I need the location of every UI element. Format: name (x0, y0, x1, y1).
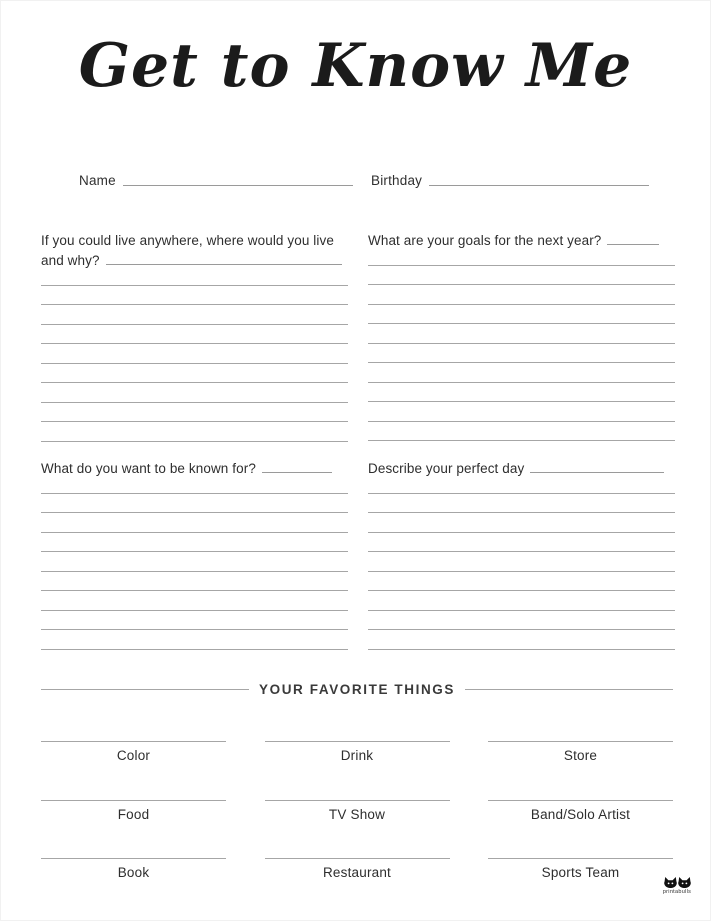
answer-lines (41, 474, 348, 650)
answer-rule-line (41, 422, 348, 442)
answer-rule-line (41, 403, 348, 423)
answer-lines (368, 474, 675, 650)
answer-rule-line (368, 285, 675, 305)
question-block-live-anywhere (41, 231, 348, 442)
favorites-grid (41, 729, 673, 905)
answer-rule-line (41, 494, 348, 514)
favorite-label: TV Show (328, 806, 386, 822)
favorite-label: Food (117, 806, 150, 822)
question-label: What do you want to be known for? (41, 459, 348, 479)
name-label: Name (79, 173, 116, 188)
answer-rule-line (41, 591, 348, 611)
answer-rule-line (41, 611, 348, 631)
favorite-label: Color (116, 748, 151, 763)
favorite-write-line (488, 800, 673, 801)
birthday-label: Birthday (371, 173, 423, 188)
answer-lines (41, 266, 348, 442)
favorites-section-header (41, 682, 673, 697)
name-field (79, 169, 353, 188)
answer-rule-line (368, 344, 675, 364)
answer-rule-line (368, 363, 675, 383)
answer-rule-line (368, 324, 675, 344)
question-block-known-for (41, 459, 348, 650)
answer-rule-line (41, 572, 348, 592)
answer-rule-line (368, 305, 675, 325)
answer-lines (368, 246, 675, 441)
question-block-goals (368, 231, 675, 441)
question-block-perfect-day (368, 459, 675, 650)
answer-rule-line (41, 513, 348, 533)
favorite-write-line (488, 858, 673, 859)
answer-write-line (106, 253, 342, 265)
favorite-write-line (265, 858, 450, 859)
favorite-write-line (265, 741, 450, 742)
favorite-item (265, 788, 450, 847)
name-write-line (123, 185, 353, 186)
answer-rule-line (368, 572, 675, 592)
bulldog-icon (678, 877, 691, 888)
answer-rule-line (41, 383, 348, 403)
answer-rule-line (368, 513, 675, 533)
favorite-item (265, 729, 450, 788)
answer-rule-line (368, 611, 675, 631)
answer-rule-line (368, 533, 675, 553)
answer-rule-line (41, 630, 348, 650)
answer-rule-line (41, 325, 348, 345)
answer-rule-line (368, 422, 675, 442)
printabulls-logo (649, 877, 705, 895)
favorite-write-line (488, 741, 673, 742)
bulldog-icons (664, 877, 691, 888)
favorite-item (41, 846, 226, 905)
favorite-item (41, 729, 226, 788)
header-rule-right (465, 689, 673, 690)
question-label: What are your goals for the next year? (368, 231, 675, 251)
answer-rule-line (368, 383, 675, 403)
favorite-write-line (265, 800, 450, 801)
favorite-label: Book (117, 865, 150, 880)
question-label: If you could live anywhere, where would you live and why? (41, 231, 348, 271)
answer-rule-line (368, 552, 675, 572)
favorite-item (265, 846, 450, 905)
favorite-label: Band/Solo Artist (530, 806, 631, 822)
favorite-write-line (41, 858, 226, 859)
favorite-write-line (41, 741, 226, 742)
question-label: Describe your perfect day (368, 459, 675, 479)
favorite-label: Sports Team (541, 865, 620, 880)
favorite-item (41, 788, 226, 847)
answer-rule-line (368, 266, 675, 286)
logo-text: printabulls (662, 889, 692, 895)
favorite-write-line (41, 800, 226, 801)
answer-rule-line (41, 364, 348, 384)
favorite-label: Store (563, 748, 598, 763)
answer-rule-line (41, 533, 348, 553)
answer-rule-line (368, 630, 675, 650)
favorite-item (488, 729, 673, 788)
header-rule-left (41, 689, 249, 690)
answer-rule-line (41, 344, 348, 364)
bulldog-icon (664, 877, 677, 888)
favorites-heading: YOUR FAVORITE THINGS (259, 682, 456, 697)
answer-rule-line (368, 402, 675, 422)
answer-rule-line (41, 286, 348, 306)
page-title: Get to Know Me (78, 31, 633, 101)
favorite-label: Drink (340, 748, 374, 763)
answer-rule-line (41, 552, 348, 572)
favorite-item (488, 788, 673, 847)
answer-write-line (262, 461, 332, 473)
birthday-write-line (429, 185, 649, 186)
answer-rule-line (368, 591, 675, 611)
answer-rule-line (368, 494, 675, 514)
answer-write-line (607, 233, 659, 245)
birthday-field (371, 169, 649, 188)
answer-rule-line (41, 305, 348, 325)
answer-write-line (530, 461, 664, 473)
favorite-label: Restaurant (322, 865, 392, 880)
favorite-item (488, 846, 673, 905)
